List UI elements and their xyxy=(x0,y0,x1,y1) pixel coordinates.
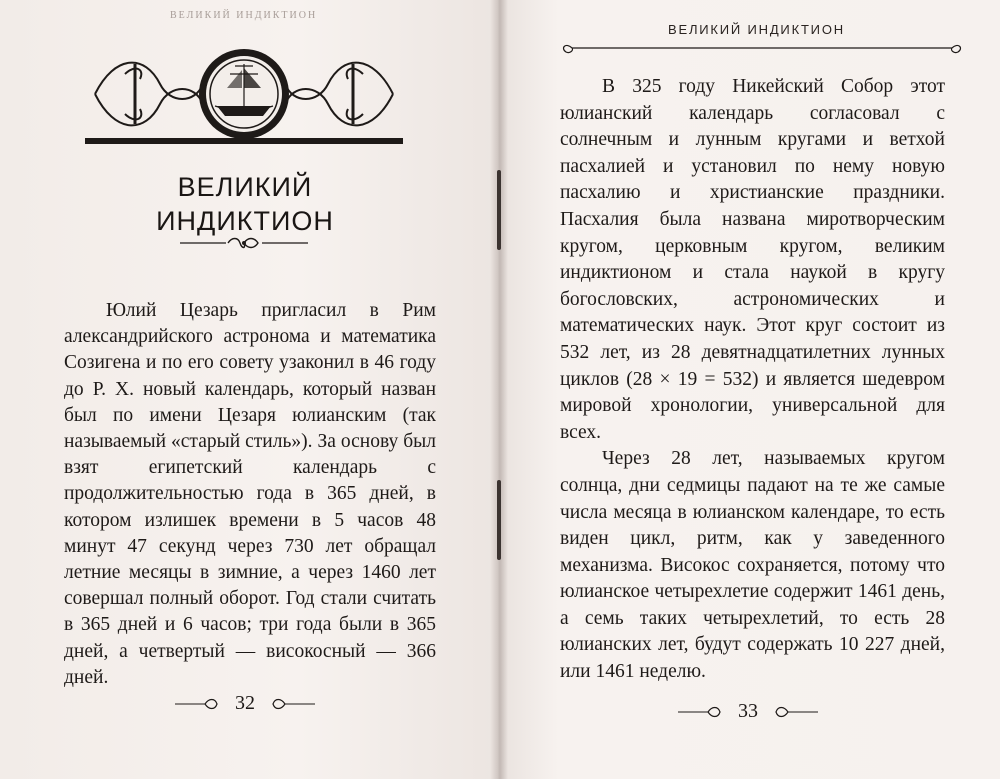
right-page xyxy=(498,0,1000,779)
staple-top xyxy=(497,170,501,250)
page-number-right: 33 xyxy=(738,700,758,722)
book-gutter xyxy=(490,0,508,779)
chapter-title-line-2: ИНДИКТИОН xyxy=(156,206,334,236)
right-paragraph-2: Через 28 лет, называемых кругом солнца, дни седмицы падают на те же самые числа месяца в юлианском календаре, то есть виден цикл, ритм, как у заведенного механизма. Високос сохраняется, потому что юлианское четырехлетие содержит 1461 день, а семь таких четырехлетий, то есть 28 юлианских лет, будут содержать 10 227 дней, или 1461 неделю. xyxy=(560,448,945,683)
ship-emblem-headpiece xyxy=(85,44,403,144)
right-footer xyxy=(678,700,818,724)
left-page xyxy=(0,0,498,779)
staple-bottom xyxy=(497,480,501,560)
chapter-title-line-1: ВЕЛИКИЙ xyxy=(177,172,313,202)
left-running-head-showthrough: ВЕЛИКИЙ ИНДИКТИОН xyxy=(170,10,318,21)
scroll-divider-icon xyxy=(180,236,308,250)
right-paragraph-1: В 325 году Никейский Собор этот юлианский календарь согласовал с солнечным и лунным кругами и ветхой пасхалией и установил по нему новую пасхалию и христианские праздники. Пасхалия была названа миротворческим кругом, церковным кругом, великим индиктионом и стала наукой в кругу богословских, астрономических и математических наук. Этот круг состоит из 532 лет, из 28 девятнадцатилетних лунных циклов (28 × 19 = 532) и является шедевром мировой хронологии, универсальной для всех. xyxy=(560,76,945,443)
chapter-title xyxy=(80,170,410,238)
page-number-left: 32 xyxy=(235,692,255,714)
left-paragraph-1: Юлий Цезарь пригласил в Рим александрийского астронома и математика Созигена и по его совету узаконил в 46 году до Р. Х. новый календарь, который назван был по имени Цезаря юлианским (так называемый «старый стиль»). За основу был взят египетский календарь с продолжительностью года в 365 дней, в котором излишек времени в 5 часов 48 минут 47 секунд через 730 лет обращал летние месяцы в зимние, а через 1460 лет совершал полный оборот. Год стали считать в 365 дней и 6 часов; три года были в 365 дней, а четвертый — високосный — 366 дней. xyxy=(64,300,436,688)
running-head: ВЕЛИКИЙ ИНДИКТИОН xyxy=(668,22,845,37)
right-body-text xyxy=(560,74,945,686)
left-footer xyxy=(175,692,315,716)
left-body-text xyxy=(64,298,436,691)
header-rule-ornament-icon xyxy=(562,40,962,56)
